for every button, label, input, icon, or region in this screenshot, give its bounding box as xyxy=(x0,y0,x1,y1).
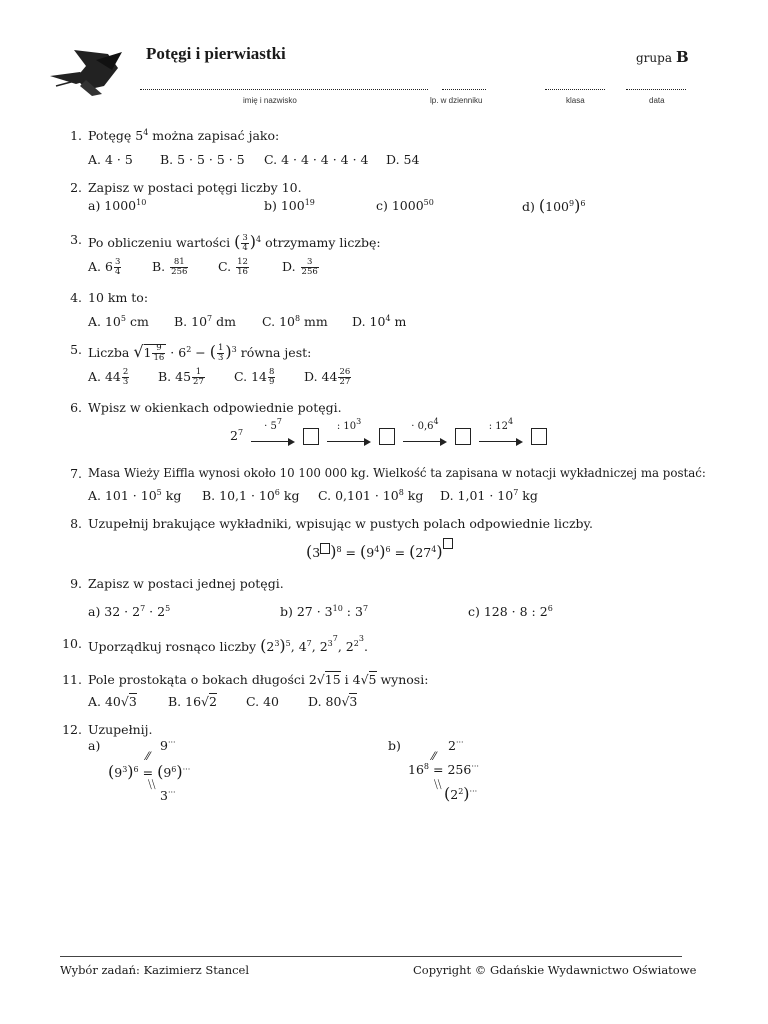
task-d: d) $(100^9)^6$ xyxy=(522,196,586,215)
date-field-label: data xyxy=(649,96,665,105)
answer-d[interactable]: D. 54 xyxy=(386,152,420,167)
question-number: 6. xyxy=(70,400,82,415)
exponent-equation: (3 )$^8 = (9^4)^6 = (27^4)$ xyxy=(306,538,453,561)
answer-a[interactable]: A. 4 · 5 xyxy=(88,152,133,167)
task-a: a) 1000$^{10}$ xyxy=(88,198,147,213)
task-a: a) $32 \cdot 2^7 \cdot 2^5$ xyxy=(88,604,171,619)
answer-d[interactable]: D. $\frac{3}{256}$ xyxy=(282,257,318,277)
task-a-top[interactable]: 9··· xyxy=(160,738,176,753)
answer-b[interactable]: B. $\frac{81}{256}$ xyxy=(152,257,188,277)
question-text: Masa Wieży Eiffla wynosi około 10 100 000 kg. Wielkość ta zapisana w notacji wykładniczej ma postać: xyxy=(88,466,706,480)
answer-box-2[interactable] xyxy=(379,428,395,445)
answer-d[interactable]: D. 44 $\frac{26}{27}$ xyxy=(304,367,351,387)
answer-a[interactable]: A. 6 $\frac{3}{4}$ xyxy=(88,257,121,277)
group-text: grupa xyxy=(636,51,672,65)
answer-c[interactable]: C. 40 xyxy=(246,694,279,709)
answer-c[interactable]: C. 14 $\frac{8}{9}$ xyxy=(234,367,275,387)
answer-c[interactable]: C. $\frac{12}{16}$ xyxy=(218,257,248,277)
task-b-label: b) xyxy=(388,738,401,753)
number-field-line[interactable] xyxy=(442,88,486,90)
question-text: Liczba √1 $\frac{9}{16}$ · $6^2$ − ( $\frac{1}{3}$ )$^3$ równa jest: xyxy=(88,342,312,363)
task-b-slash-top: ⁄⁄ xyxy=(432,750,436,763)
answer-a[interactable]: A. 40√3 xyxy=(88,694,137,709)
task-c: c) 1000$^{50}$ xyxy=(376,198,434,213)
name-field-line[interactable] xyxy=(140,88,428,90)
answer-box-4[interactable] xyxy=(531,428,547,445)
question-number: 2. xyxy=(70,180,82,195)
answer-c[interactable]: C. 4 · 4 · 4 · 4 · 4 xyxy=(264,152,369,167)
question-number: 7. xyxy=(70,466,82,481)
question-text: Potęgę $5^4$ można zapisać jako: xyxy=(88,128,280,143)
question-text: Po obliczeniu wartości ( $\frac{3}{4}$ )$^4$ otrzymamy liczbę: xyxy=(88,232,381,253)
question-text: Wpisz w okienkach odpowiednie potęgi. xyxy=(88,400,342,415)
task-b: b) $100^{19}$ xyxy=(264,198,315,213)
answer-b[interactable]: B. 45 $\frac{1}{27}$ xyxy=(158,367,204,387)
group-label xyxy=(636,48,689,66)
class-field-line[interactable] xyxy=(545,88,605,90)
task-b-equation[interactable]: $16^8 = 256^{\cdot\cdot\cdot}$ xyxy=(408,762,479,777)
task-a-equation[interactable]: $(9^3)^6 = (9^6)^{\cdot\cdot\cdot}$ xyxy=(108,762,191,781)
page-title: Potęgi i pierwiastki xyxy=(146,44,286,63)
arrow-op-3: · $0,6^4$ xyxy=(403,429,447,445)
question-text: 10 km to: xyxy=(88,290,149,305)
date-field-line[interactable] xyxy=(626,88,686,90)
question-number: 10. xyxy=(62,636,82,651)
answer-b[interactable]: B. $10,1 \cdot 10^6$ kg xyxy=(202,488,300,503)
task-b-slash-bottom: ⧹⧹ xyxy=(434,778,442,791)
task-b-top[interactable]: 2··· xyxy=(448,738,464,753)
answer-c[interactable]: C. $0,101 \cdot 10^8$ kg xyxy=(318,488,424,503)
question-number: 3. xyxy=(70,232,82,247)
answer-box-2[interactable] xyxy=(443,538,453,549)
name-field-label: imię i nazwisko xyxy=(243,96,297,105)
question-number: 4. xyxy=(70,290,82,305)
footer-copyright: Copyright © Gdańskie Wydawnictwo Oświatowe xyxy=(413,963,697,977)
question-text: Uzupełnij. xyxy=(88,722,153,737)
task-a-slash-top: ⁄⁄ xyxy=(146,750,150,763)
group-value: B xyxy=(675,48,689,66)
answer-box-1[interactable] xyxy=(303,428,319,445)
arrow-op-4: : $12^4$ xyxy=(479,429,523,445)
task-b-bottom[interactable]: $(2^2)^{\cdot\cdot\cdot}$ xyxy=(444,784,478,803)
answer-box-3[interactable] xyxy=(455,428,471,445)
task-a-bottom[interactable]: 3··· xyxy=(160,788,176,803)
question-text: Uzupełnij brakujące wykładniki, wpisując w pustych polach odpowiednie liczby. xyxy=(88,516,593,531)
task-a-label: a) xyxy=(88,738,101,753)
task-c: c) 128 · 8 : $2^6$ xyxy=(468,604,553,619)
task-a-slash-bottom: ⧹⧹ xyxy=(148,778,156,791)
footer-author: Wybór zadań: Kazimierz Stancel xyxy=(60,963,250,977)
footer-divider xyxy=(60,956,682,957)
question-text: Zapisz w postaci potęgi liczby 10. xyxy=(88,180,302,195)
answer-d[interactable]: D. $10^4$ m xyxy=(352,314,407,329)
question-text: Zapisz w postaci jednej potęgi. xyxy=(88,576,284,591)
number-field-label: lp. w dzienniku xyxy=(430,96,483,105)
question-text: Pole prostokąta o bokach długości 2√15 i 4√5 wynosi: xyxy=(88,672,429,687)
answer-b[interactable]: B. $10^7$ dm xyxy=(174,314,236,329)
answer-d[interactable]: D. 80√3 xyxy=(308,694,358,709)
answer-a[interactable]: A. $10^5$ cm xyxy=(88,314,149,329)
question-number: 11. xyxy=(62,672,82,687)
answer-d[interactable]: D. $1,01 \cdot 10^7$ kg xyxy=(440,488,538,503)
answer-a[interactable]: A. $101 \cdot 10^5$ kg xyxy=(88,488,182,503)
answer-box-1[interactable] xyxy=(320,543,330,554)
arrow-op-1: · $5^7$ xyxy=(251,429,295,445)
answer-b[interactable]: B. 16√2 xyxy=(168,694,217,709)
class-field-label: klasa xyxy=(566,96,585,105)
question-number: 9. xyxy=(70,576,82,591)
question-number: 12. xyxy=(62,722,82,737)
question-number: 8. xyxy=(70,516,82,531)
question-number: 1. xyxy=(70,128,82,143)
question-number: 5. xyxy=(70,342,82,357)
publisher-logo-icon xyxy=(46,46,126,98)
arrow-op-2: : $10^3$ xyxy=(327,429,371,445)
exponent-chain: $2^7$ · $5^7$ : $10^3$ · $0,6^4$ : $12^4$ xyxy=(230,428,547,445)
answer-a[interactable]: A. 44 $\frac{2}{3}$ xyxy=(88,367,129,387)
answer-b[interactable]: B. 5 · 5 · 5 · 5 xyxy=(160,152,245,167)
task-b: b) $27 \cdot 3^{10}$ : $3^7$ xyxy=(280,604,369,619)
question-text: Uporządkuj rosnąco liczby $(2^3)^5$, $4^7$, $2^{3^7}$, $2^{2^3}$. xyxy=(88,634,368,655)
answer-c[interactable]: C. $10^8$ mm xyxy=(262,314,328,329)
